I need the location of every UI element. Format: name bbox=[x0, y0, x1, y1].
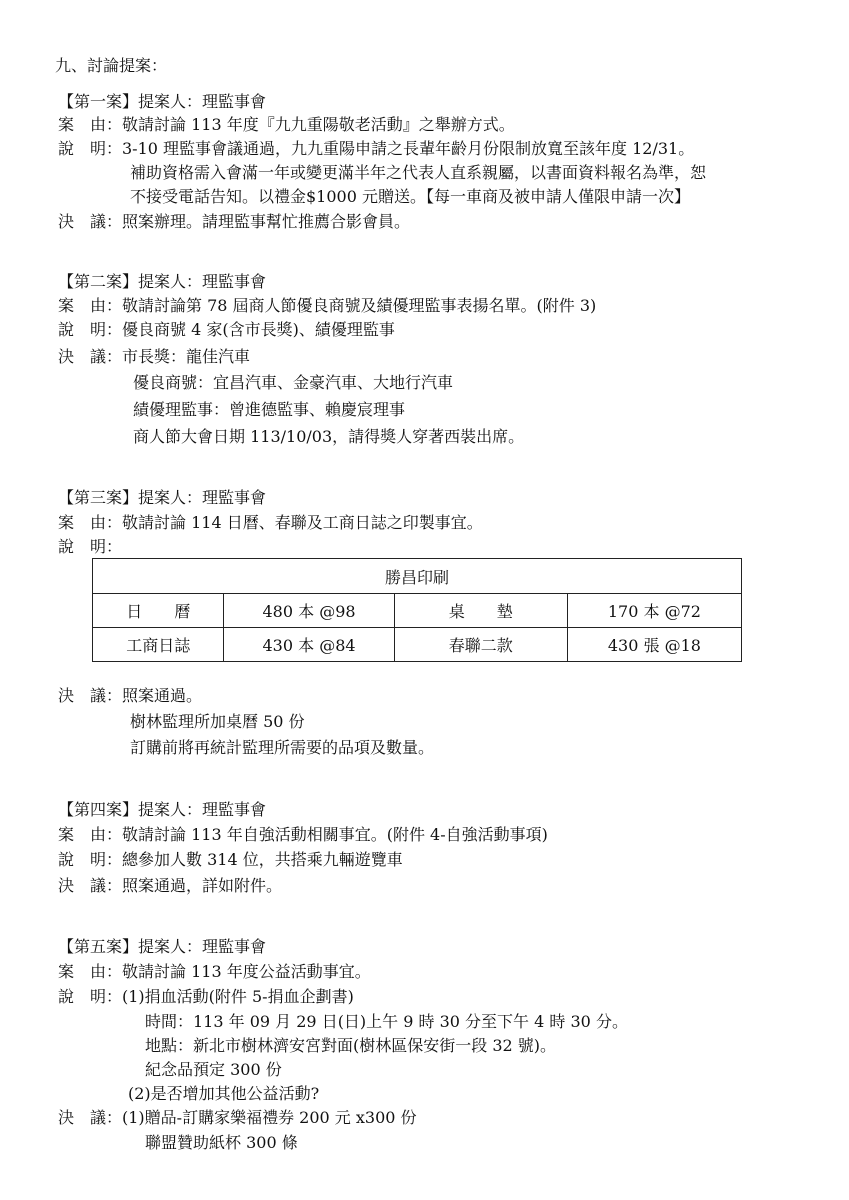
case1-title: 【第一案】提案人：理監事會 bbox=[58, 92, 267, 111]
case4-reason: 案 由：敬請討論 113 年自強活動相關事宜。(附件 4-自強活動事項) bbox=[58, 825, 548, 844]
table-cell: 480 本 @98 bbox=[224, 594, 394, 628]
case3-resolution-line3: 訂購前將再統計監理所需要的品項及數量。 bbox=[130, 738, 435, 757]
case5-explain-line3: 地點：新北市樹林濟安宮對面(樹林區保安街一段 32 號)。 bbox=[145, 1036, 557, 1055]
case1-resolution: 決 議：照案辦理。請理監事幫忙推薦合影會員。 bbox=[58, 212, 411, 231]
table-cell: 工商日誌 bbox=[93, 628, 224, 662]
case2-resolution-line1: 決 議：市長獎：龍佳汽車 bbox=[58, 347, 251, 366]
table-row bbox=[93, 594, 742, 628]
case4-title: 【第四案】提案人：理監事會 bbox=[58, 800, 267, 819]
case5-explain-line5: (2)是否增加其他公益活動? bbox=[128, 1084, 320, 1103]
case2-resolution-line3: 績優理監事：曾進德監事、賴慶宸理事 bbox=[133, 400, 406, 419]
table-row bbox=[93, 628, 742, 662]
case4-resolution: 決 議：照案通過，詳如附件。 bbox=[58, 876, 283, 895]
case1-reason: 案 由：敬請討論 113 年度『九九重陽敬老活動』之舉辦方式。 bbox=[58, 115, 515, 134]
case2-reason: 案 由：敬請討論第 78 屆商人節優良商號及績優理監事表揚名單。(附件 3) bbox=[58, 296, 597, 315]
case5-resolution-line2: 聯盟贊助紙杯 300 條 bbox=[145, 1133, 298, 1152]
case5-resolution-line1: 決 議：(1)贈品-訂購家樂福禮券 200 元 x300 份 bbox=[58, 1108, 417, 1127]
table-cell: 桌 墊 bbox=[394, 594, 567, 628]
table-cell: 430 本 @84 bbox=[224, 628, 394, 662]
table-cell: 430 張 @18 bbox=[567, 628, 741, 662]
table-cell: 170 本 @72 bbox=[567, 594, 741, 628]
table-header: 勝昌印刷 bbox=[93, 559, 742, 594]
case1-explain-line3: 不接受電話告知。以禮金$1000 元贈送。【每一車商及被申請人僅限申請一次】 bbox=[130, 187, 690, 206]
case3-resolution-line2: 樹林監理所加桌曆 50 份 bbox=[130, 712, 305, 731]
case5-reason: 案 由：敬請討論 113 年度公益活動事宜。 bbox=[58, 962, 371, 981]
case2-resolution-line4: 商人節大會日期 113/10/03，請得獎人穿著西裝出席。 bbox=[133, 427, 525, 446]
section-heading: 九、討論提案： bbox=[55, 56, 168, 75]
case4-explain: 說 明：總參加人數 314 位，共搭乘九輛遊覽車 bbox=[58, 850, 403, 869]
case2-title: 【第二案】提案人：理監事會 bbox=[58, 272, 267, 291]
case3-resolution-line1: 決 議：照案通過。 bbox=[58, 686, 203, 705]
case5-explain-line1: 說 明：(1)捐血活動(附件 5-捐血企劃書) bbox=[58, 987, 354, 1006]
table-cell: 日 曆 bbox=[93, 594, 224, 628]
case5-explain-line4: 紀念品預定 300 份 bbox=[145, 1060, 282, 1079]
printing-quote-table bbox=[92, 558, 742, 662]
case1-explain-line1: 說 明：3-10 理監事會議通過，九九重陽申請之長輩年齡月份限制放寬至該年度 12/31。 bbox=[58, 139, 695, 158]
case1-explain-line2: 補助資格需入會滿一年或變更滿半年之代表人直系親屬，以書面資料報名為準，恕 bbox=[130, 163, 707, 182]
case3-title: 【第三案】提案人：理監事會 bbox=[58, 488, 267, 507]
case2-explain: 說 明：優良商號 4 家(含市長獎)、績優理監事 bbox=[58, 320, 395, 339]
table-cell: 春聯二款 bbox=[394, 628, 567, 662]
case5-title: 【第五案】提案人：理監事會 bbox=[58, 937, 267, 956]
case3-explain: 說 明： bbox=[58, 537, 123, 556]
case3-reason: 案 由：敬請討論 114 日曆、春聯及工商日誌之印製事宜。 bbox=[58, 513, 483, 532]
case5-explain-line2: 時間：113 年 09 月 29 日(日)上午 9 時 30 分至下午 4 時 30 分。 bbox=[145, 1012, 628, 1031]
case2-resolution-line2: 優良商號：宜昌汽車、金豪汽車、大地行汽車 bbox=[133, 373, 454, 392]
